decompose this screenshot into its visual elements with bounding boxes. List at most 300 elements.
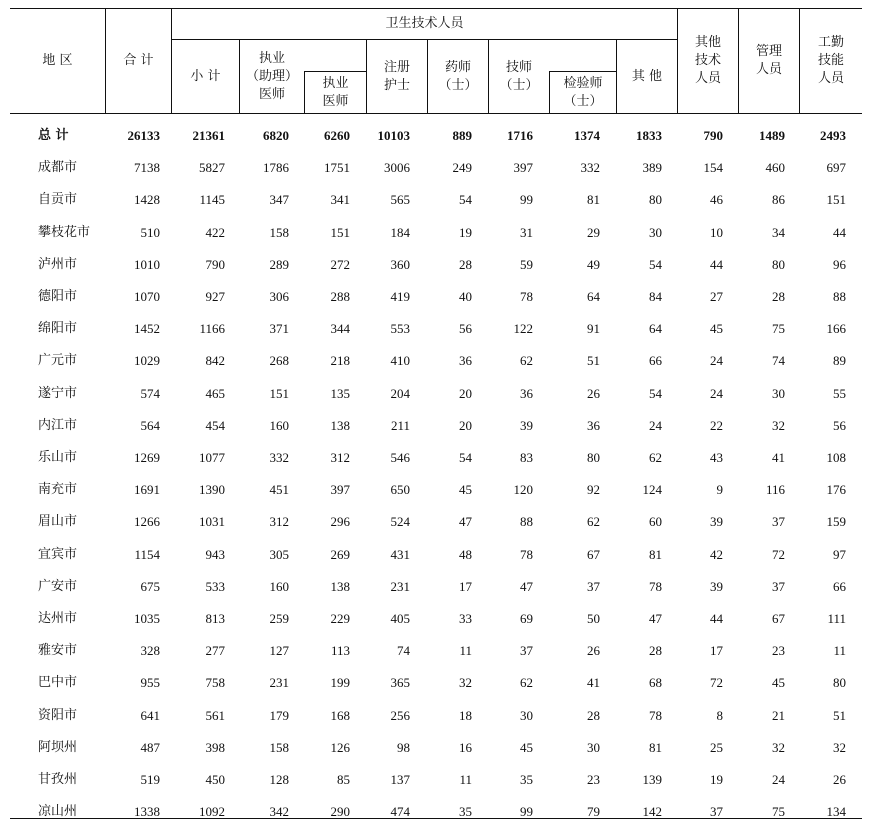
value-cell: 96 — [833, 256, 846, 272]
value-cell: 29 — [587, 224, 600, 240]
value-cell: 50 — [587, 611, 600, 626]
value-cell: 28 — [649, 643, 662, 659]
value-cell: 474 — [390, 804, 410, 820]
table-row — [10, 571, 862, 603]
value-cell: 138 — [330, 578, 350, 594]
value-cell: 22 — [710, 417, 723, 433]
value-cell: 158 — [269, 224, 289, 240]
table-row — [10, 410, 862, 442]
value-cell: 37 — [520, 643, 533, 659]
value-cell: 1154 — [134, 546, 160, 562]
value-cell: 397 — [330, 482, 350, 498]
value-cell: 553 — [390, 321, 410, 337]
value-cell: 1691 — [134, 482, 160, 498]
value-cell: 289 — [269, 256, 289, 272]
value-cell: 151 — [826, 192, 846, 208]
value-cell: 179 — [269, 707, 289, 723]
value-cell: 272 — [330, 256, 350, 272]
value-cell: 1338 — [134, 804, 160, 820]
value-cell: 16 — [459, 739, 472, 755]
value-cell: 450 — [205, 772, 225, 787]
value-cell: 99 — [520, 192, 533, 208]
region-cell: 自贡市 — [38, 192, 78, 208]
value-cell: 116 — [765, 482, 785, 498]
value-cell: 26133 — [127, 128, 160, 143]
value-cell: 88 — [833, 289, 846, 304]
value-cell: 28 — [772, 289, 785, 304]
region-cell: 阿坝州 — [38, 739, 78, 755]
header-total: 合 计 — [123, 53, 154, 68]
header-support-staff: 工勤 技能 人员 — [817, 35, 844, 86]
value-cell: 30 — [587, 739, 600, 755]
value-cell: 32 — [459, 675, 472, 691]
value-cell: 20 — [459, 417, 472, 433]
table-row — [10, 217, 862, 249]
table-row — [10, 603, 862, 635]
value-cell: 78 — [520, 289, 533, 304]
value-cell: 21 — [772, 707, 785, 723]
header-health-tech: 卫生技术人员 — [385, 16, 464, 31]
value-cell: 74 — [397, 643, 410, 659]
value-cell: 39 — [520, 417, 533, 433]
table-row — [10, 474, 862, 506]
value-cell: 199 — [330, 675, 350, 691]
value-cell: 51 — [833, 707, 846, 723]
value-cell: 28 — [459, 256, 472, 272]
value-cell: 33 — [459, 611, 472, 626]
value-cell: 790 — [703, 128, 723, 143]
value-cell: 40 — [459, 289, 472, 304]
value-cell: 54 — [649, 256, 662, 272]
value-cell: 36 — [520, 385, 533, 401]
value-cell: 159 — [826, 514, 846, 530]
value-cell: 1070 — [134, 289, 160, 304]
value-cell: 487 — [140, 739, 160, 755]
value-cell: 451 — [269, 482, 289, 498]
value-cell: 98 — [397, 739, 410, 755]
value-cell: 2493 — [820, 128, 846, 143]
value-cell: 410 — [390, 353, 410, 369]
value-cell: 47 — [459, 514, 472, 530]
region-cell: 乐山市 — [38, 450, 78, 465]
table-row — [10, 281, 862, 313]
value-cell: 32 — [772, 739, 785, 755]
table-body — [10, 116, 862, 819]
value-cell: 85 — [337, 772, 350, 787]
value-cell: 113 — [330, 643, 350, 659]
value-cell: 31 — [520, 224, 533, 240]
region-cell: 成都市 — [38, 160, 78, 176]
value-cell: 943 — [205, 546, 225, 562]
value-cell: 46 — [710, 192, 723, 208]
value-cell: 59 — [520, 256, 533, 272]
value-cell: 229 — [330, 611, 350, 626]
value-cell: 25 — [710, 739, 723, 755]
value-cell: 66 — [649, 353, 662, 369]
header-pharmacist: 药师 （士） — [438, 59, 478, 93]
table-row — [10, 764, 862, 796]
value-cell: 6260 — [324, 128, 350, 143]
table-row — [10, 152, 862, 184]
value-cell: 288 — [330, 289, 350, 304]
header-technician: 技师 （士） — [499, 59, 539, 93]
total-row — [10, 120, 862, 152]
value-cell: 18 — [459, 707, 472, 723]
value-cell: 60 — [649, 514, 662, 530]
value-cell: 89 — [833, 353, 846, 369]
table-row — [10, 378, 862, 410]
value-cell: 83 — [520, 450, 533, 465]
value-cell: 290 — [330, 804, 350, 820]
value-cell: 565 — [390, 192, 410, 208]
value-cell: 37 — [772, 578, 785, 594]
value-cell: 91 — [587, 321, 600, 337]
value-cell: 1166 — [199, 321, 225, 337]
value-cell: 62 — [649, 450, 662, 465]
region-cell: 遂宁市 — [38, 385, 78, 401]
statistics-table — [10, 8, 862, 820]
table-row — [10, 184, 862, 216]
value-cell: 54 — [649, 385, 662, 401]
value-cell: 204 — [390, 385, 410, 401]
value-cell: 955 — [140, 675, 160, 691]
value-cell: 160 — [269, 417, 289, 433]
value-cell: 41 — [772, 450, 785, 465]
value-cell: 158 — [269, 739, 289, 755]
value-cell: 1751 — [324, 160, 350, 176]
value-cell: 790 — [205, 256, 225, 272]
table-row — [10, 539, 862, 571]
table-header — [10, 8, 862, 114]
value-cell: 68 — [649, 675, 662, 691]
value-cell: 26 — [587, 643, 600, 659]
table-row — [10, 249, 862, 281]
value-cell: 465 — [205, 385, 225, 401]
value-cell: 1266 — [134, 514, 160, 530]
value-cell: 24 — [710, 385, 723, 401]
value-cell: 1269 — [134, 450, 160, 465]
value-cell: 1029 — [134, 353, 160, 369]
value-cell: 23 — [587, 772, 600, 787]
value-cell: 80 — [587, 450, 600, 465]
value-cell: 365 — [390, 675, 410, 691]
value-cell: 142 — [642, 804, 662, 820]
value-cell: 154 — [703, 160, 723, 176]
header-other-tech: 其他 技术 人员 — [694, 35, 721, 86]
value-cell: 5827 — [199, 160, 225, 176]
value-cell: 312 — [330, 450, 350, 465]
value-cell: 510 — [140, 224, 160, 240]
value-cell: 26 — [587, 385, 600, 401]
value-cell: 405 — [390, 611, 410, 626]
value-cell: 697 — [826, 160, 846, 176]
value-cell: 55 — [833, 385, 846, 401]
value-cell: 24 — [772, 772, 785, 787]
value-cell: 1145 — [199, 192, 225, 208]
value-cell: 97 — [833, 546, 846, 562]
value-cell: 30 — [772, 385, 785, 401]
value-cell: 19 — [710, 772, 723, 787]
value-cell: 64 — [649, 321, 662, 337]
header-practicing-physician: 执业 医师 — [322, 75, 349, 109]
value-cell: 20 — [459, 385, 472, 401]
value-cell: 17 — [710, 643, 723, 659]
table-row — [10, 313, 862, 345]
value-cell: 675 — [140, 578, 160, 594]
value-cell: 312 — [269, 514, 289, 530]
value-cell: 135 — [330, 385, 350, 401]
value-cell: 454 — [205, 417, 225, 433]
value-cell: 305 — [269, 546, 289, 562]
value-cell: 8 — [716, 707, 723, 723]
value-cell: 137 — [390, 772, 410, 787]
value-cell: 259 — [269, 611, 289, 626]
value-cell: 45 — [710, 321, 723, 337]
value-cell: 347 — [269, 192, 289, 208]
value-cell: 67 — [587, 546, 600, 562]
table-row — [10, 796, 862, 828]
value-cell: 397 — [513, 160, 533, 176]
value-cell: 218 — [330, 353, 350, 369]
value-cell: 47 — [520, 578, 533, 594]
value-cell: 1374 — [574, 128, 600, 143]
value-cell: 231 — [269, 675, 289, 691]
value-cell: 524 — [390, 514, 410, 530]
region-cell: 凉山州 — [38, 804, 78, 820]
value-cell: 151 — [269, 385, 289, 401]
value-cell: 389 — [642, 160, 662, 176]
value-cell: 26 — [833, 772, 846, 787]
value-cell: 9 — [716, 482, 723, 498]
header-practicing-assistant: 执业 （助理） 医师 — [245, 50, 298, 102]
value-cell: 650 — [390, 482, 410, 498]
value-cell: 39 — [710, 514, 723, 530]
value-cell: 45 — [459, 482, 472, 498]
value-cell: 176 — [826, 482, 846, 498]
value-cell: 128 — [269, 772, 289, 787]
value-cell: 45 — [772, 675, 785, 691]
value-cell: 120 — [513, 482, 533, 498]
value-cell: 51 — [587, 353, 600, 369]
value-cell: 35 — [459, 804, 472, 820]
value-cell: 184 — [390, 224, 410, 240]
region-cell: 广元市 — [38, 353, 78, 369]
value-cell: 21361 — [192, 128, 225, 143]
value-cell: 45 — [520, 739, 533, 755]
value-cell: 842 — [205, 353, 225, 369]
value-cell: 889 — [452, 128, 472, 143]
region-cell: 资阳市 — [38, 707, 78, 723]
value-cell: 1786 — [263, 160, 289, 176]
value-cell: 108 — [826, 450, 846, 465]
value-cell: 256 — [390, 707, 410, 723]
value-cell: 81 — [587, 192, 600, 208]
value-cell: 344 — [330, 321, 350, 337]
region-cell: 内江市 — [38, 417, 78, 433]
value-cell: 37 — [772, 514, 785, 530]
header-management: 管理 人员 — [755, 44, 782, 77]
value-cell: 332 — [580, 160, 600, 176]
value-cell: 56 — [459, 321, 472, 337]
table-row — [10, 732, 862, 764]
value-cell: 342 — [269, 804, 289, 820]
value-cell: 35 — [520, 772, 533, 787]
value-cell: 3006 — [384, 160, 410, 176]
value-cell: 1390 — [199, 482, 225, 498]
value-cell: 124 — [642, 482, 662, 498]
value-cell: 74 — [772, 353, 785, 369]
value-cell: 564 — [140, 417, 160, 433]
value-cell: 84 — [649, 289, 662, 304]
value-cell: 36 — [587, 417, 600, 433]
value-cell: 42 — [710, 546, 723, 562]
region-cell: 广安市 — [38, 578, 78, 594]
value-cell: 79 — [587, 804, 600, 820]
value-cell: 32 — [772, 417, 785, 433]
value-cell: 56 — [833, 417, 846, 433]
value-cell: 127 — [269, 643, 289, 659]
value-cell: 88 — [520, 514, 533, 530]
value-cell: 160 — [269, 578, 289, 594]
value-cell: 360 — [390, 256, 410, 272]
value-cell: 34 — [772, 224, 785, 240]
value-cell: 306 — [269, 289, 289, 304]
value-cell: 92 — [587, 482, 600, 498]
value-cell: 1031 — [199, 514, 225, 530]
value-cell: 81 — [649, 546, 662, 562]
value-cell: 62 — [520, 353, 533, 369]
region-cell: 巴中市 — [38, 675, 78, 691]
header-subtotal: 小 计 — [190, 68, 221, 84]
value-cell: 249 — [452, 160, 472, 176]
value-cell: 48 — [459, 546, 472, 562]
value-cell: 134 — [826, 804, 846, 820]
value-cell: 81 — [649, 739, 662, 755]
value-cell: 54 — [459, 192, 472, 208]
value-cell: 431 — [390, 546, 410, 562]
value-cell: 75 — [772, 321, 785, 337]
value-cell: 64 — [587, 289, 600, 304]
value-cell: 328 — [140, 643, 160, 659]
value-cell: 17 — [459, 578, 472, 594]
value-cell: 23 — [772, 643, 785, 659]
value-cell: 138 — [330, 417, 350, 433]
value-cell: 41 — [587, 675, 600, 691]
header-lab-technician: 检验师 （士） — [563, 75, 603, 109]
region-cell: 南充市 — [38, 482, 78, 498]
value-cell: 47 — [649, 611, 662, 626]
value-cell: 111 — [827, 611, 846, 626]
value-cell: 460 — [765, 160, 785, 176]
value-cell: 1428 — [134, 192, 160, 208]
value-cell: 72 — [772, 546, 785, 562]
value-cell: 99 — [520, 804, 533, 820]
value-cell: 296 — [330, 514, 350, 530]
value-cell: 332 — [269, 450, 289, 465]
value-cell: 78 — [649, 578, 662, 594]
value-cell: 54 — [459, 450, 472, 465]
value-cell: 211 — [390, 417, 410, 433]
value-cell: 139 — [642, 772, 662, 787]
value-cell: 39 — [710, 578, 723, 594]
value-cell: 28 — [587, 707, 600, 723]
value-cell: 78 — [520, 546, 533, 562]
value-cell: 371 — [269, 321, 289, 337]
value-cell: 341 — [330, 192, 350, 208]
value-cell: 574 — [140, 385, 160, 401]
value-cell: 927 — [205, 289, 225, 304]
value-cell: 78 — [649, 707, 662, 723]
table-row — [10, 345, 862, 377]
value-cell: 19 — [459, 224, 472, 240]
value-cell: 49 — [587, 256, 600, 272]
region-cell: 达州市 — [38, 611, 78, 626]
value-cell: 36 — [459, 353, 472, 369]
value-cell: 32 — [833, 739, 846, 755]
table-row — [10, 700, 862, 732]
value-cell: 758 — [205, 675, 225, 691]
value-cell: 151 — [330, 224, 350, 240]
value-cell: 277 — [205, 643, 225, 659]
region-cell: 甘孜州 — [38, 772, 78, 787]
value-cell: 62 — [520, 675, 533, 691]
table-row — [10, 442, 862, 474]
value-cell: 44 — [833, 224, 846, 240]
value-cell: 519 — [140, 772, 160, 787]
value-cell: 10 — [710, 224, 723, 240]
value-cell: 62 — [587, 514, 600, 530]
value-cell: 69 — [520, 611, 533, 626]
value-cell: 1077 — [199, 450, 225, 465]
value-cell: 422 — [205, 224, 225, 240]
value-cell: 43 — [710, 450, 723, 465]
value-cell: 30 — [520, 707, 533, 723]
value-cell: 80 — [649, 192, 662, 208]
value-cell: 11 — [833, 643, 846, 659]
region-cell: 攀枝花市 — [38, 224, 91, 240]
value-cell: 398 — [205, 739, 225, 755]
value-cell: 27 — [710, 289, 723, 304]
value-cell: 1092 — [199, 804, 225, 820]
value-cell: 6820 — [263, 128, 289, 143]
value-cell: 1833 — [636, 128, 662, 143]
table-row — [10, 667, 862, 699]
value-cell: 37 — [710, 804, 723, 820]
value-cell: 268 — [269, 353, 289, 369]
value-cell: 1489 — [759, 128, 785, 143]
value-cell: 10103 — [377, 128, 410, 143]
value-cell: 533 — [205, 578, 225, 594]
value-cell: 1452 — [134, 321, 160, 337]
value-cell: 546 — [390, 450, 410, 465]
header-other: 其 他 — [631, 68, 663, 84]
value-cell: 67 — [772, 611, 785, 626]
value-cell: 269 — [330, 546, 350, 562]
table-row — [10, 506, 862, 538]
value-cell: 7138 — [134, 160, 160, 176]
value-cell: 1035 — [134, 611, 160, 626]
value-cell: 66 — [833, 578, 846, 594]
value-cell: 813 — [205, 611, 225, 626]
region-cell: 宜宾市 — [38, 546, 78, 562]
value-cell: 419 — [390, 289, 410, 304]
value-cell: 1716 — [507, 128, 533, 143]
value-cell: 11 — [459, 643, 472, 659]
header-registered-nurse: 注册 护士 — [383, 59, 410, 93]
value-cell: 168 — [330, 707, 350, 723]
value-cell: 126 — [330, 739, 350, 755]
value-cell: 11 — [459, 772, 472, 787]
